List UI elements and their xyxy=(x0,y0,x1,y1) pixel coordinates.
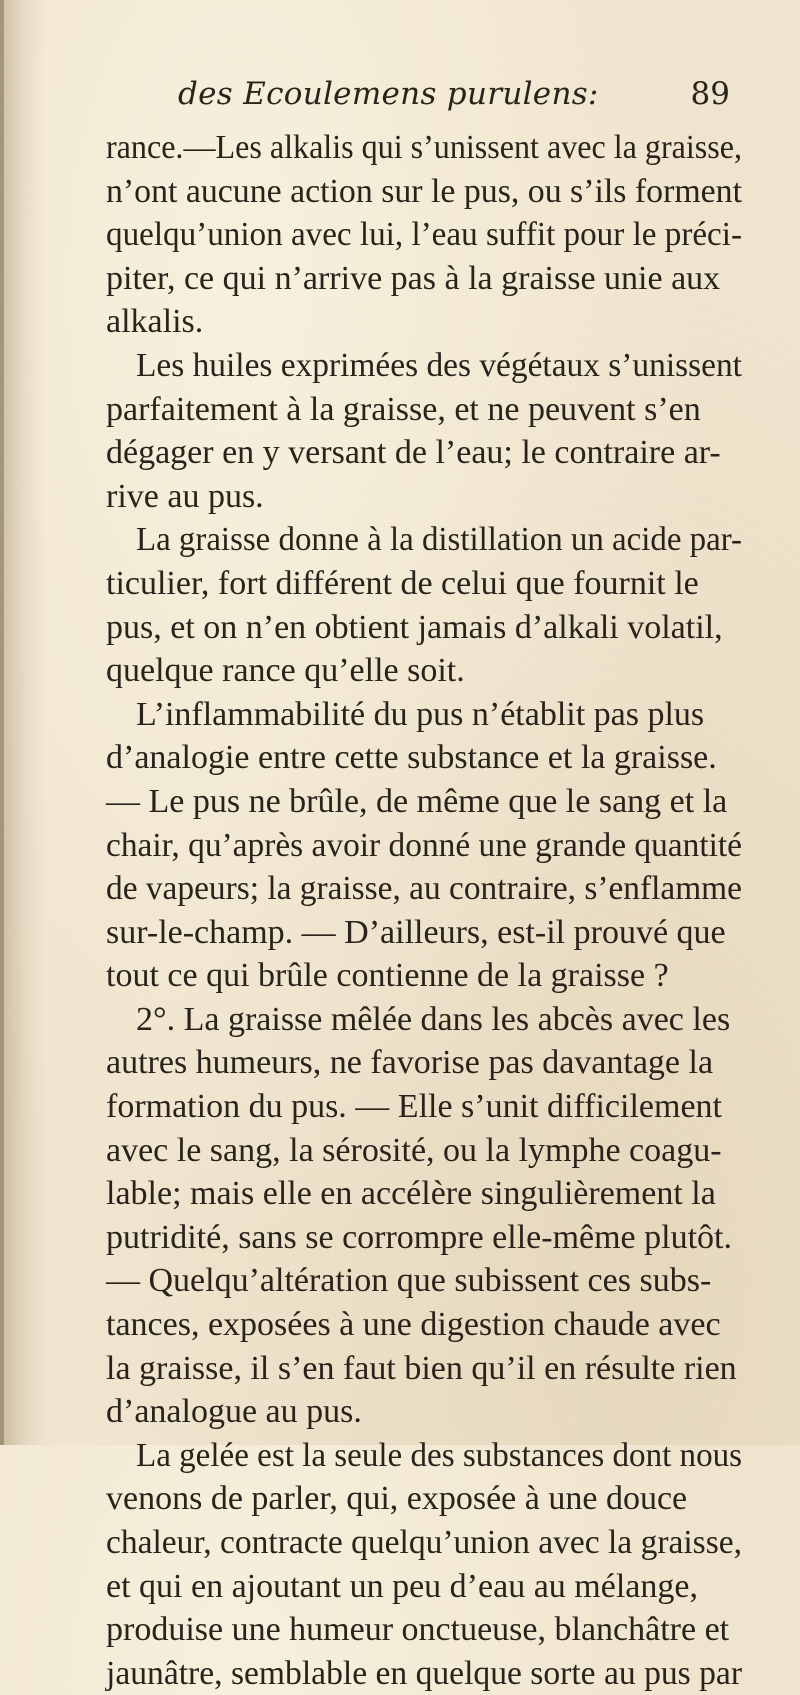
text-line: avec le sang, la sérosité, ou la lymphe coagu- xyxy=(106,1131,722,1169)
text-line: autres humeurs, ne favorise pas davantage la xyxy=(106,1044,714,1082)
text-line: formation du pus. — Elle s’unit difficilement xyxy=(106,1088,722,1126)
text-line: lable; mais elle en accélère singulièrement la xyxy=(106,1175,716,1213)
text-line: Les huiles exprimées des végétaux s’unissent xyxy=(136,346,742,384)
text-line: rive au pus. xyxy=(106,477,264,515)
text-line: et qui en ajoutant un peu d’eau au mélange, xyxy=(106,1567,698,1605)
text-line: chair, qu’après avoir donné une grande quantité xyxy=(106,826,743,864)
text-line: alkalis. xyxy=(106,303,204,341)
text-line: la graisse, il s’en faut bien qu’il en résulte rien xyxy=(106,1349,737,1387)
text-line: — Quelqu’altération que subissent ces subs- xyxy=(106,1262,712,1300)
page-number: 89 xyxy=(690,76,730,112)
text-line: quelque rance qu’elle soit. xyxy=(106,652,465,690)
running-title: des Ecoulemens purulens: xyxy=(178,76,599,112)
text-line: quelqu’union avec lui, l’eau suffit pour le préci- xyxy=(106,216,743,254)
text-line: rance.—Les alkalis qui s’unissent avec la graisse, xyxy=(106,129,743,166)
text-line: tances, exposées à une digestion chaude avec xyxy=(106,1306,721,1344)
text-line: d’analogue au pus. xyxy=(106,1393,362,1431)
text-line: chaleur, contracte quelqu’union avec la graisse, xyxy=(106,1524,743,1561)
text-line: La gelée est la seule des substances dont nous xyxy=(136,1436,743,1474)
text-line: de vapeurs; la graisse, au contraire, s’enflamme xyxy=(106,870,742,908)
text-line: — Le pus ne brûle, de même que le sang et la xyxy=(106,782,728,820)
text-line: sur-le-champ. — D’ailleurs, est-il prouvé que xyxy=(106,913,726,951)
body-text xyxy=(106,126,742,1695)
binding-gutter-shadow xyxy=(0,0,46,1445)
text-line: venons de parler, qui, exposée à une douce xyxy=(106,1480,688,1518)
page-edge xyxy=(0,0,4,1445)
text-line: dégager en y versant de l’eau; le contraire ar- xyxy=(106,434,721,472)
text-line: piter, ce qui n’arrive pas à la graisse unie aux xyxy=(106,259,721,297)
text-line: d’analogie entre cette substance et la graisse. xyxy=(106,739,717,777)
page-header xyxy=(120,76,730,116)
text-line: 2°. La graisse mêlée dans les abcès avec les xyxy=(136,1000,731,1038)
text-line: La graisse donne à la distillation un acide par- xyxy=(136,521,742,559)
text-line: jaunâtre, semblable en quelque sorte au pus par xyxy=(106,1654,743,1692)
text-line: putridité, sans se corrompre elle-même plutôt. xyxy=(106,1218,732,1256)
text-line: L’inflammabilité du pus n’établit pas plus xyxy=(136,695,705,733)
text-line: n’ont aucune action sur le pus, ou s’ils forment xyxy=(106,172,742,210)
text-line: tout ce qui brûle contienne de la graisse ? xyxy=(106,957,669,995)
text-line: produise une humeur onctueuse, blanchâtre et xyxy=(106,1611,730,1649)
text-line: pus, et on n’en obtient jamais d’alkali volatil, xyxy=(106,608,723,646)
text-line: ticulier, fort différent de celui que fournit le xyxy=(106,564,699,602)
text-line: parfaitement à la graisse, et ne peuvent s’en xyxy=(106,390,701,428)
